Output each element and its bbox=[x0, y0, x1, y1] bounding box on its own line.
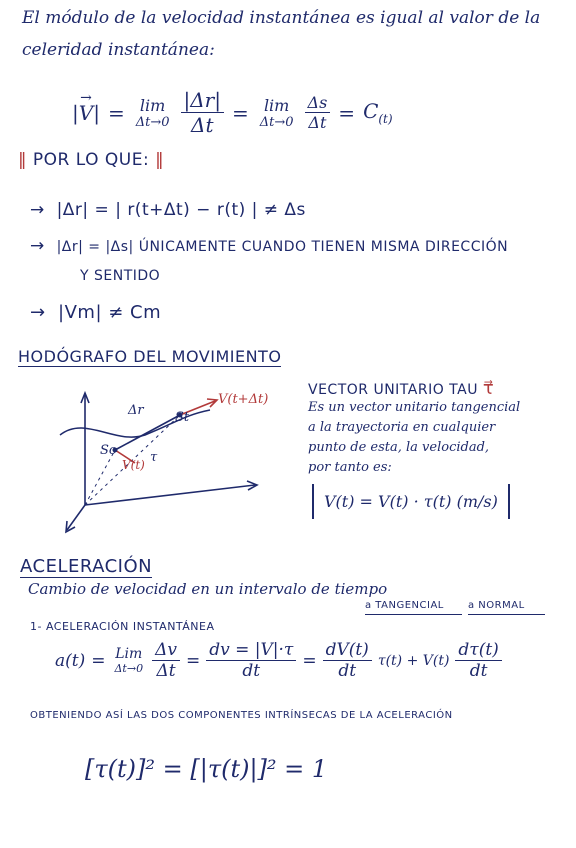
aceleracion-item-1: 1- ACELERACIÓN INSTANTÁNEA bbox=[30, 620, 215, 633]
hodografo-title: HODÓGRAFO DEL MOVIMIENTO bbox=[18, 347, 282, 366]
label-st: St bbox=[175, 410, 190, 425]
label-a-tangencial: a TANGENCIAL bbox=[365, 600, 462, 615]
label-delta-r: Δr bbox=[128, 403, 144, 418]
label-v-t: V(t) bbox=[122, 458, 145, 472]
arrow-icon: → bbox=[30, 200, 57, 220]
arrow-icon: → bbox=[30, 302, 59, 323]
velocity-modulus: |→ V| bbox=[72, 101, 100, 125]
final-formula: [τ(t)]² = [|τ(t)|]² = 1 bbox=[85, 755, 328, 783]
tau-vector-symbol: τ⃗ bbox=[482, 378, 495, 399]
aceleracion-title: ACELERACIÓN bbox=[20, 556, 153, 577]
bullet-2-cont: Y SENTIDO bbox=[80, 268, 161, 284]
label-v-tdt: V(t+Δt) bbox=[218, 392, 269, 407]
projection-dashed-1 bbox=[85, 450, 115, 505]
delta-r-vector bbox=[115, 415, 180, 450]
celerity: $C_{(t)}$ bbox=[363, 99, 393, 126]
por-lo-que-heading: ‖ POR LO QUE: ‖ bbox=[18, 150, 165, 170]
acceleration-formula: a(t) = Lim Δt→0 $\frac{\Delta v}{\Delta t}$ = $\frac{dv = |V|\cdot\tau}{dt}$ = $\frac{dV(t)}{dt}$ τ(t) + V(t) $\frac{d\tau(t)}{dt}$ bbox=[55, 640, 502, 681]
speed-formula: |→ V| = lim Δt→0 $\frac{|\Delta r|}{\Delta t}$ = lim Δt→0 $\frac{\Delta s}{\Delta t}$ = $C_{(t)}$ bbox=[72, 88, 393, 137]
bullet-3: → |Vm| ≠ Cm bbox=[30, 302, 162, 323]
tau-title: VECTOR UNITARIO TAU τ⃗ bbox=[308, 378, 495, 399]
axis-y bbox=[67, 505, 85, 530]
intro-line-1: El módulo de la velocidad instantánea es igual al valor de la bbox=[22, 8, 541, 28]
label-so: So bbox=[100, 443, 117, 458]
limit: lim Δt→0 bbox=[135, 95, 170, 130]
emphasis-mark-right: ‖ bbox=[155, 150, 165, 170]
tau-line-1: Es un vector unitario tangencial bbox=[308, 400, 521, 415]
tau-line-3: punto de esta, la velocidad, bbox=[308, 440, 490, 455]
arrow-icon: → bbox=[30, 236, 57, 256]
axis-x bbox=[85, 485, 255, 505]
emphasis-mark-left: ‖ bbox=[18, 150, 27, 170]
bullet-2: → |Δr| = |Δs| ÚNICAMENTE CUANDO TIENEN MISMA DIRECCIÓN bbox=[30, 236, 509, 256]
aceleracion-subtitle: Cambio de velocidad en un intervalo de tiempo bbox=[28, 580, 388, 598]
fraction-ds-dt: $\frac{\Delta s}{\Delta t}$ bbox=[305, 93, 331, 132]
tau-line-2: a la trayectoria en cualquier bbox=[308, 420, 496, 435]
tau-line-4: por tanto es: bbox=[308, 460, 392, 475]
tau-boxed-formula: V(t) = V(t) · τ(t) (m/s) bbox=[312, 484, 510, 519]
label-tau: τ bbox=[150, 450, 158, 465]
bullet-1: → |Δr| = | r(t+Δt) − r(t) | ≠ Δs bbox=[30, 200, 306, 220]
label-a-normal: a NORMAL bbox=[468, 600, 545, 615]
intro-line-2: celeridad instantánea: bbox=[22, 40, 215, 60]
fraction-dr-dt: $\frac{|\Delta r|}{\Delta t}$ bbox=[181, 88, 224, 137]
obteniendo-text: OBTENIENDO ASÍ LAS DOS COMPONENTES INTRÍNSECAS DE LA ACELERACIÓN bbox=[30, 710, 453, 721]
limit-2: lim Δt→0 bbox=[259, 95, 294, 130]
